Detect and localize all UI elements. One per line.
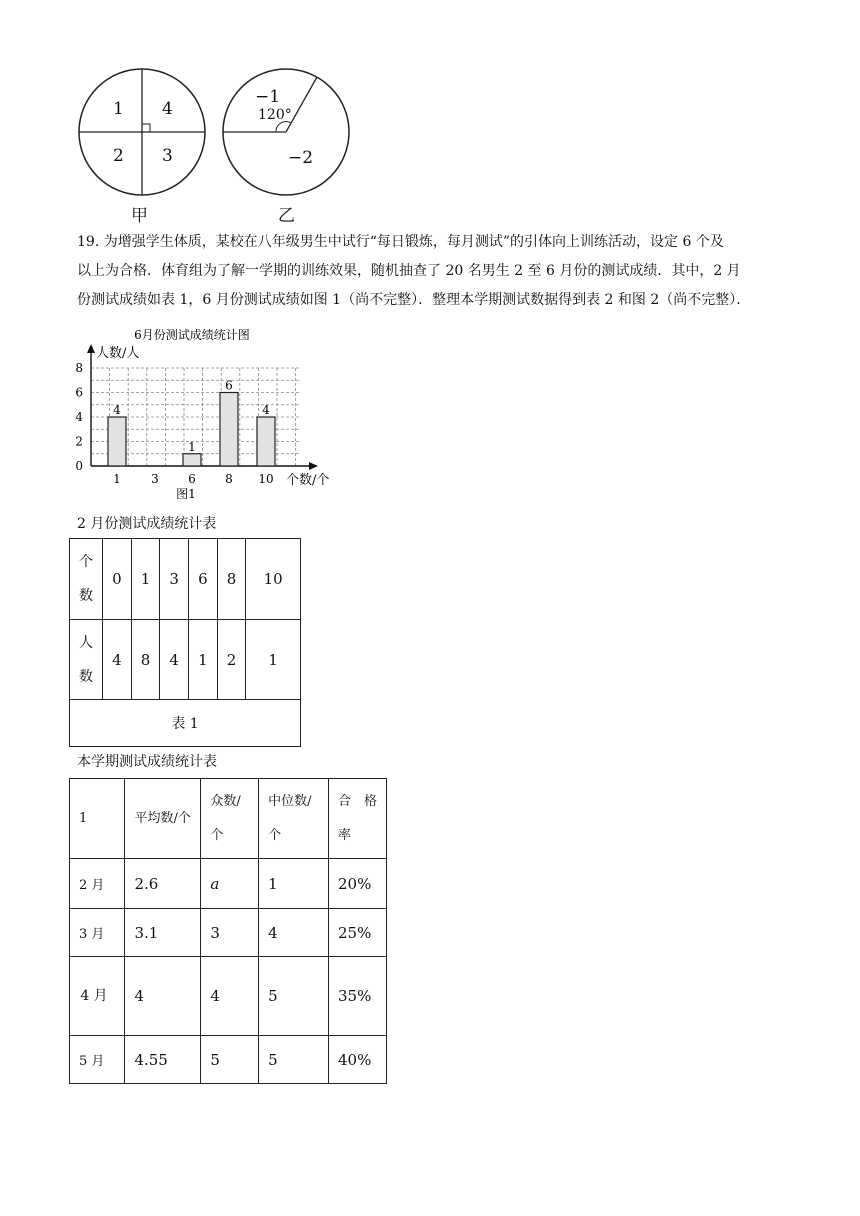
table1-caption-row <box>70 700 301 747</box>
chart-title: 6月份测试成绩统计图 <box>134 328 250 342</box>
table2-mode-cell: 5 <box>201 1036 259 1084</box>
spinner-jia-sector-1: 1 <box>113 99 124 119</box>
table1-people-cell: 8 <box>131 620 160 700</box>
table1-count-cell: 3 <box>160 539 189 620</box>
table1-row1-header-cell <box>70 539 103 620</box>
table1-people-cell: 1 <box>246 620 301 700</box>
table2-mean-cell: 2.6 <box>125 859 201 909</box>
table2-median-cell: 4 <box>259 909 329 957</box>
y-tick-label: 8 <box>75 361 83 375</box>
spinner-jia-caption: 甲 <box>131 206 148 226</box>
y-tick-label: 2 <box>75 434 83 449</box>
table2-row <box>70 957 387 1036</box>
x-tick-label: 3 <box>151 472 159 486</box>
spinner-yi-sector-bottom: −2 <box>288 148 314 168</box>
table1-row2-header-cell <box>70 620 103 700</box>
table2-corner-cell: 1 <box>70 779 125 859</box>
table1-row-people <box>70 620 301 700</box>
x-axis-arrow <box>309 462 318 470</box>
bar-10 <box>257 417 275 466</box>
table2-header-rate-cell <box>329 779 387 859</box>
table2-mode-cell: 3 <box>201 909 259 957</box>
problem-line-2: 以上为合格．体育组为了解一学期的训练效果，随机抽查了 20 名男生 2 至 6 月份的测试成绩．其中，2 月 <box>77 263 741 279</box>
table2-rate-cell: 20% <box>329 859 387 909</box>
table1-title: 2 月份测试成绩统计表 <box>77 516 217 532</box>
spinner-jia-sector-3: 3 <box>162 146 173 166</box>
table2-mean-cell: 3.1 <box>125 909 201 957</box>
y-axis-label: 人数/人 <box>96 346 140 361</box>
table1-count-cell: 0 <box>103 539 132 620</box>
table2-header-mean-cell <box>125 779 201 859</box>
table1-count-cell: 6 <box>189 539 218 620</box>
table2-mean-cell: 4.55 <box>125 1036 201 1084</box>
table2-row <box>70 909 387 957</box>
table1-people-cell: 4 <box>160 620 189 700</box>
table2-month-cell: 2 月 <box>70 859 125 909</box>
table1-people-cell: 1 <box>189 620 218 700</box>
bar-data-label: 1 <box>188 439 196 454</box>
table2-rate-cell: 25% <box>329 909 387 957</box>
table2-header-mean: 平均数/个 <box>134 810 191 826</box>
spinner-jia-sector-2: 2 <box>113 146 124 166</box>
table1-row2-header: 人数 <box>79 634 93 685</box>
spinner-yi-sector-top: −1 <box>255 87 281 107</box>
table2-month-cell: 5 月 <box>70 1036 125 1084</box>
bar-data-label: 4 <box>113 403 121 417</box>
spinner-yi-caption: 乙 <box>278 206 295 226</box>
table2-month-cell <box>70 957 125 1036</box>
bar-6 <box>183 454 201 466</box>
table2-median-cell: 5 <box>259 957 329 1036</box>
table2-rate-cell: 35% <box>329 957 387 1036</box>
problem-text-line-1: 为增强学生体质，某校在八年级男生中试行“每日锻炼，每月测试”的引体向上训练活动，设定 6 个及 <box>103 234 724 250</box>
table2-median-cell: 1 <box>259 859 329 909</box>
x-axis-label: 个数/个 <box>286 473 330 488</box>
table2-mode-cell: 4 <box>201 957 259 1036</box>
table1-row-counts <box>70 539 301 620</box>
spinner-yi-radius-up <box>286 77 317 132</box>
table1-people-cell: 4 <box>103 620 132 700</box>
table2-header-mode: 众数/个 <box>210 793 241 843</box>
table1-caption: 表 1 <box>70 700 301 747</box>
table2-mean-cell: 4 <box>125 957 201 1036</box>
bar-chart-june <box>60 322 350 510</box>
spinner-yi-angle-label: 120° <box>258 107 292 123</box>
table1-row1-header: 个数 <box>79 554 93 604</box>
x-tick-label: 1 <box>113 472 121 486</box>
problem-number: 19. <box>77 234 100 250</box>
right-angle-mark <box>142 124 150 132</box>
table2-month-4: 4 月 <box>80 988 108 1004</box>
table2-month-cell: 3 月 <box>70 909 125 957</box>
table2-header-median-cell <box>259 779 329 859</box>
table2-header-row <box>70 779 387 859</box>
table2-rate-cell: 40% <box>329 1036 387 1084</box>
table1-count-cell: 1 <box>131 539 160 620</box>
y-tick-label: 0 <box>75 459 83 473</box>
x-tick-label: 10 <box>258 472 274 486</box>
table2-row <box>70 1036 387 1084</box>
bar-1 <box>108 417 126 466</box>
bar-data-label: 6 <box>225 378 233 393</box>
table2-header-rate: 合 格率 <box>338 793 378 843</box>
table2-title: 本学期测试成绩统计表 <box>77 754 217 770</box>
y-tick-label: 6 <box>75 385 83 400</box>
table2-mode-cell: a <box>201 859 259 909</box>
table2 <box>69 778 387 1084</box>
table1 <box>69 538 301 747</box>
chart-caption: 图1 <box>176 487 196 501</box>
y-axis-arrow <box>87 344 95 353</box>
y-tick-label: 4 <box>75 410 83 424</box>
table2-header-median: 中位数/个 <box>268 793 312 843</box>
spinners-figure <box>60 60 370 225</box>
x-tick-label: 8 <box>225 472 233 486</box>
problem-line-1 <box>77 228 797 257</box>
table2-row <box>70 859 387 909</box>
table1-count-cell: 10 <box>246 539 301 620</box>
table2-header-mode-cell <box>201 779 259 859</box>
table2-median-cell: 5 <box>259 1036 329 1084</box>
x-tick-label: 6 <box>188 472 196 486</box>
table1-people-cell: 2 <box>217 620 246 700</box>
bar-data-label: 4 <box>262 403 270 417</box>
problem-statement <box>77 228 797 315</box>
table1-count-cell: 8 <box>217 539 246 620</box>
spinner-jia-sector-4: 4 <box>162 99 173 119</box>
bar-8 <box>220 393 238 467</box>
problem-line-3: 份测试成绩如表 1，6 月份测试成绩如图 1（尚不完整）．整理本学期测试数据得到表 2 和图 2（尚不完整）． <box>77 292 751 308</box>
